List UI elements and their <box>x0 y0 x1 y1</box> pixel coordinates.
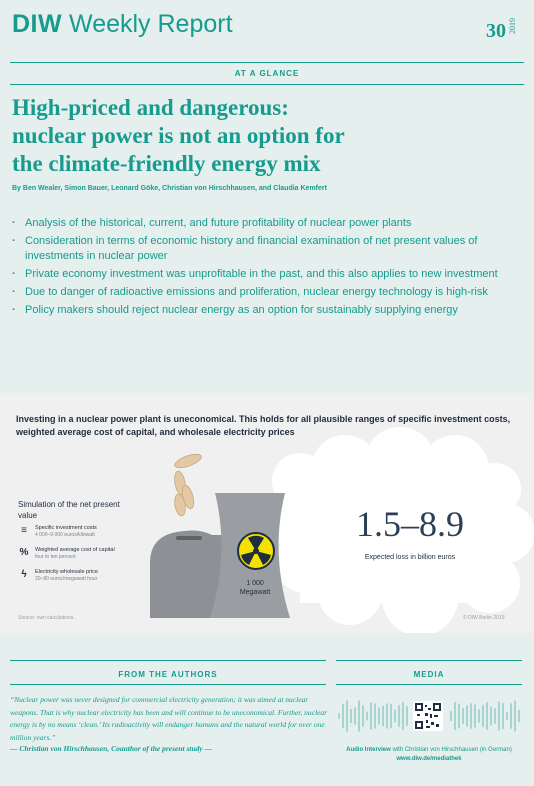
legend-range: 4 000–9 000 euros/kilowatt <box>35 532 95 538</box>
finding-item: · Policy makers should reject nuclear energy as an option for sustainably supplying energy <box>12 303 522 318</box>
finding-item: · Private economy investment was unprofitable in the past, and this also applies to new investment <box>12 267 522 282</box>
waveform-bar <box>474 704 476 728</box>
finding-item: · Analysis of the historical, current, and future profitability of nuclear power plants <box>12 216 522 231</box>
waveform-bar <box>406 706 408 726</box>
waveform-bar <box>366 711 368 720</box>
media-link[interactable]: www.diw.de/mediathek <box>396 756 462 762</box>
waveform-bar <box>498 702 500 731</box>
legend-range: 20–80 euros/megawatt hour <box>35 576 98 582</box>
piggy-bank-shape <box>150 531 224 619</box>
section-label-at-a-glance: AT A GLANCE <box>234 69 300 78</box>
quote-attribution: — Christian von Hirschhausen, Coauthor of the present study — <box>10 744 213 753</box>
percent-icon: % <box>19 547 29 558</box>
divider-top <box>10 62 524 63</box>
author-byline: By Ben Wealer, Simon Bauer, Leonard Göke, Christian von Hirschhausen, and Claudia Kemfert <box>12 185 327 192</box>
plant-capacity-unit: Megawatt <box>239 589 271 596</box>
brand-weekly-report: Weekly Report <box>62 10 233 38</box>
glance-figure <box>0 393 534 633</box>
waveform-bar <box>478 709 480 723</box>
divider-media-top <box>336 660 522 661</box>
waveform-bar <box>494 708 496 724</box>
waveform-bar <box>450 711 452 721</box>
section-label-from-authors: FROM THE AUTHORS <box>118 670 218 679</box>
waveform-bar <box>454 702 456 730</box>
coin-slot <box>176 536 202 540</box>
divider-authors-bottom <box>10 684 326 685</box>
waveform-bar <box>482 705 484 728</box>
figure-title: Investing in a nuclear power plant is uneconomical. This holds for all plausible ranges of specific investment costs, weighted average cost of capital, and wholesale electricity prices <box>16 414 511 437</box>
waveform-bar <box>362 705 364 726</box>
waveform-bar <box>350 709 352 724</box>
title-line: nuclear power is not an option for <box>12 123 345 148</box>
page-title <box>12 94 522 178</box>
media-caption-detail: with Christian von Hirschhausen (in German) <box>390 747 512 753</box>
waveform-bar <box>510 703 512 729</box>
legend-label: Electricity wholesale price <box>35 569 98 575</box>
waveform-bar <box>338 713 340 719</box>
divider-authors-top <box>10 660 326 661</box>
waveform-bar <box>358 700 360 732</box>
issue-year: 2019 <box>508 18 517 34</box>
waveform-bar <box>514 701 516 732</box>
waveform-bar <box>466 705 468 727</box>
waveform-bar <box>374 703 376 728</box>
plant-capacity <box>233 579 277 597</box>
waveform-bar <box>486 702 488 730</box>
key-findings-list <box>12 216 522 321</box>
waveform-bar <box>502 703 504 729</box>
figure-source: Source: own calculations. <box>18 615 75 621</box>
waveform-bar <box>382 705 384 726</box>
title-line: High-priced and dangerous: <box>12 95 289 120</box>
figure-credit: © DIW Berlin 2019 <box>463 615 505 621</box>
waveform-bar <box>390 704 392 728</box>
waveform-bar <box>354 707 356 725</box>
legend-label: Specific investment costs <box>35 525 97 531</box>
waveform-bar <box>518 710 520 723</box>
waveform-bar <box>462 708 464 724</box>
media-caption-type: Audio Interview <box>346 747 391 753</box>
waveform-bar <box>378 707 380 724</box>
lightning-icon: ϟ <box>21 569 27 580</box>
plant-capacity-number: 1 000 <box>246 580 264 587</box>
waveform-bar <box>342 704 344 729</box>
waveform-bar <box>346 700 348 731</box>
issue-number: 30 <box>486 20 506 42</box>
coins-icon: ≡ <box>21 525 27 536</box>
title-line: the climate-friendly energy mix <box>12 151 321 176</box>
section-label-media: MEDIA <box>413 670 445 679</box>
divider-media-bottom <box>336 684 522 685</box>
simulation-label: Simulation of the net present value <box>18 500 120 520</box>
waveform-bar <box>490 707 492 726</box>
report-brand <box>12 10 233 39</box>
waveform-bar <box>370 702 372 730</box>
author-quote: “Nuclear power was never designed for commercial electricity generation; it was aimed at nuclear weapons. That is why nuclear electricity has been and will continue to be uneconomical. Further, nuclear energy is by no means ‘clean.’ Its radioactivity will endanger humans and the natural world for over one million years.” <box>10 695 328 742</box>
brand-diw: DIW <box>12 10 63 38</box>
waveform-bar <box>458 703 460 728</box>
legend-label: Weighted average cost of capital <box>35 547 115 553</box>
waveform-bar <box>402 702 404 730</box>
qr-code-pattern <box>415 703 441 729</box>
expected-loss-value: 1.5–8.9 <box>356 504 464 544</box>
waveform-bar <box>386 703 388 729</box>
report-header <box>0 0 534 52</box>
legend-range: four to ten percent <box>35 554 76 560</box>
waveform-bar <box>470 703 472 729</box>
waveform-bar <box>398 705 400 727</box>
qr-code-icon[interactable] <box>413 701 443 731</box>
waveform-bar <box>506 712 508 720</box>
expected-loss-caption: Expected loss in billion euros <box>364 554 456 561</box>
falling-coins <box>173 452 203 517</box>
divider-under-label <box>10 84 524 85</box>
waveform-bar <box>394 710 396 723</box>
media-caption <box>336 746 522 755</box>
finding-item: · Due to danger of radioactive emissions and proliferation, nuclear energy technology is high-risk <box>12 285 522 300</box>
finding-item: · Consideration in terms of economic history and financial examination of net present values of investments in nuclear power <box>12 234 522 264</box>
